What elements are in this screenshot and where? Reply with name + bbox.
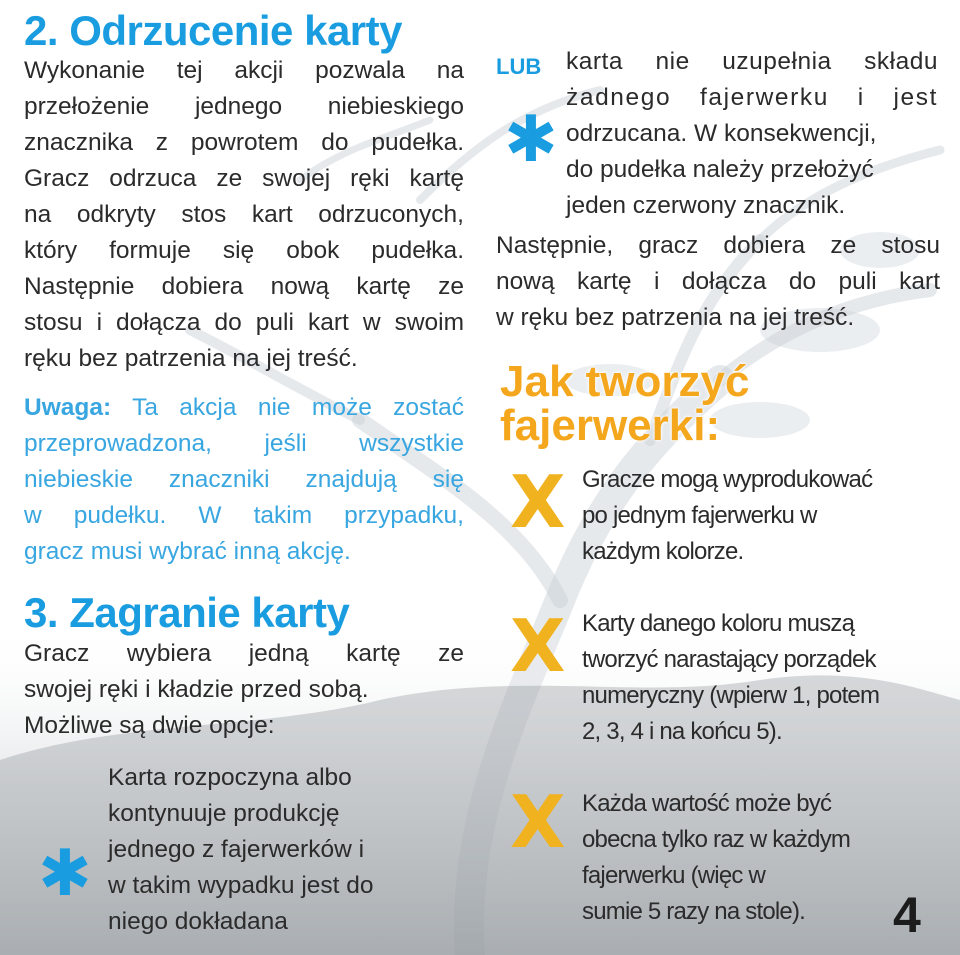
section-3-body [24, 636, 464, 744]
body-line: Możliwe są dwie opcje: [24, 712, 275, 739]
option-line: odrzucana. W konsekwencji, [566, 120, 877, 147]
option-line: Karta rozpoczyna albo [108, 764, 352, 791]
rule-line: tworzyć narastający porządek [582, 646, 876, 673]
warning-line: w pudełku. W takim przypadku, [24, 502, 464, 529]
x-icon: X [510, 460, 566, 544]
body-line: na odkryty stos kart odrzuconych, [24, 201, 464, 228]
rule-line: każdym kolorze. [582, 538, 744, 565]
warning-line: gracz musi wybrać inną akcję. [24, 538, 351, 565]
body-line: który formuje się obok pudełka. [24, 237, 464, 264]
body-line: swojej ręki i kładzie przed sobą. [24, 676, 369, 703]
body-line: znacznika z powrotem do pudełka. [24, 129, 464, 156]
rule-line: Gracze mogą wyprodukować [582, 466, 873, 493]
section-3-title: 3. Zagranie karty [24, 589, 350, 636]
rule-line: Każda wartość może być [582, 790, 832, 817]
option-1 [108, 760, 448, 940]
rule-line: Karty danego koloru muszą [582, 610, 855, 637]
option-line: w takim wypadku jest do [108, 872, 374, 899]
x-icon: X [510, 780, 566, 864]
warning-note [24, 390, 464, 570]
body-line: Wykonanie tej akcji pozwala na [24, 57, 464, 84]
asterisk-icon: ✱ [38, 837, 92, 911]
rule-line: numeryczny (wpierw 1, potem [582, 682, 880, 709]
option-line: karta nie uzupełnia składu [566, 48, 938, 75]
warning-line: przeprowadzona, jeśli wszystkie [24, 430, 464, 457]
after-play-text [496, 228, 940, 336]
rule-2 [582, 606, 938, 750]
option-line: niego dokładana [108, 908, 288, 935]
body-line: stosu i dołącza do puli kart w swoim [24, 309, 464, 336]
rule-line: fajerwerku (więc w [582, 862, 765, 889]
body-line: Gracz wybiera jedną kartę ze [24, 640, 464, 667]
warning-line: Ta akcja nie może zostać [132, 394, 464, 421]
option-line: jeden czerwony znacznik. [566, 192, 846, 219]
option-line: jednego z fajerwerków i [108, 836, 365, 863]
how-to-heading [500, 357, 750, 450]
rule-line: sumie 5 razy na stole). [582, 898, 806, 925]
warning-line: niebieskie znaczniki znajdują się [24, 466, 464, 493]
warning-label: Uwaga: [24, 394, 112, 421]
body-line: w ręku bez patrzenia na jej treść. [496, 304, 855, 331]
heading-line: fajerwerki: [500, 401, 721, 450]
section-2-body [24, 53, 464, 377]
section-2-title: 2. Odrzucenie karty [24, 7, 402, 54]
body-line: Następnie, gracz dobiera ze stosu [496, 232, 940, 259]
option-line: żadnego fajerwerku i jest [566, 84, 938, 111]
or-label: LUB [496, 54, 542, 79]
body-line: ręku bez patrzenia na jej treść. [24, 345, 358, 372]
x-icon: X [510, 604, 566, 688]
rule-3 [582, 786, 938, 930]
body-line: Gracz odrzuca ze swojej ręki kartę [24, 165, 464, 192]
rule-1 [582, 462, 938, 570]
asterisk-icon: ✱ [504, 103, 558, 177]
heading-line: Jak tworzyć [500, 357, 750, 406]
body-line: Następnie dobiera nową kartę ze [24, 273, 464, 300]
option-line: kontynuuje produkcję [108, 800, 340, 827]
page-number: 4 [893, 887, 921, 943]
rule-line: po jednym fajerwerku w [582, 502, 817, 529]
rule-line: 2, 3, 4 i na końcu 5). [582, 718, 782, 745]
body-line: nową kartę i dołącza do puli kart [496, 268, 940, 295]
option-line: do pudełka należy przełożyć [566, 156, 874, 183]
option-2 [566, 44, 938, 224]
body-line: przełożenie jednego niebieskiego [24, 93, 464, 120]
rule-line: obecna tylko raz w każdym [582, 826, 851, 853]
